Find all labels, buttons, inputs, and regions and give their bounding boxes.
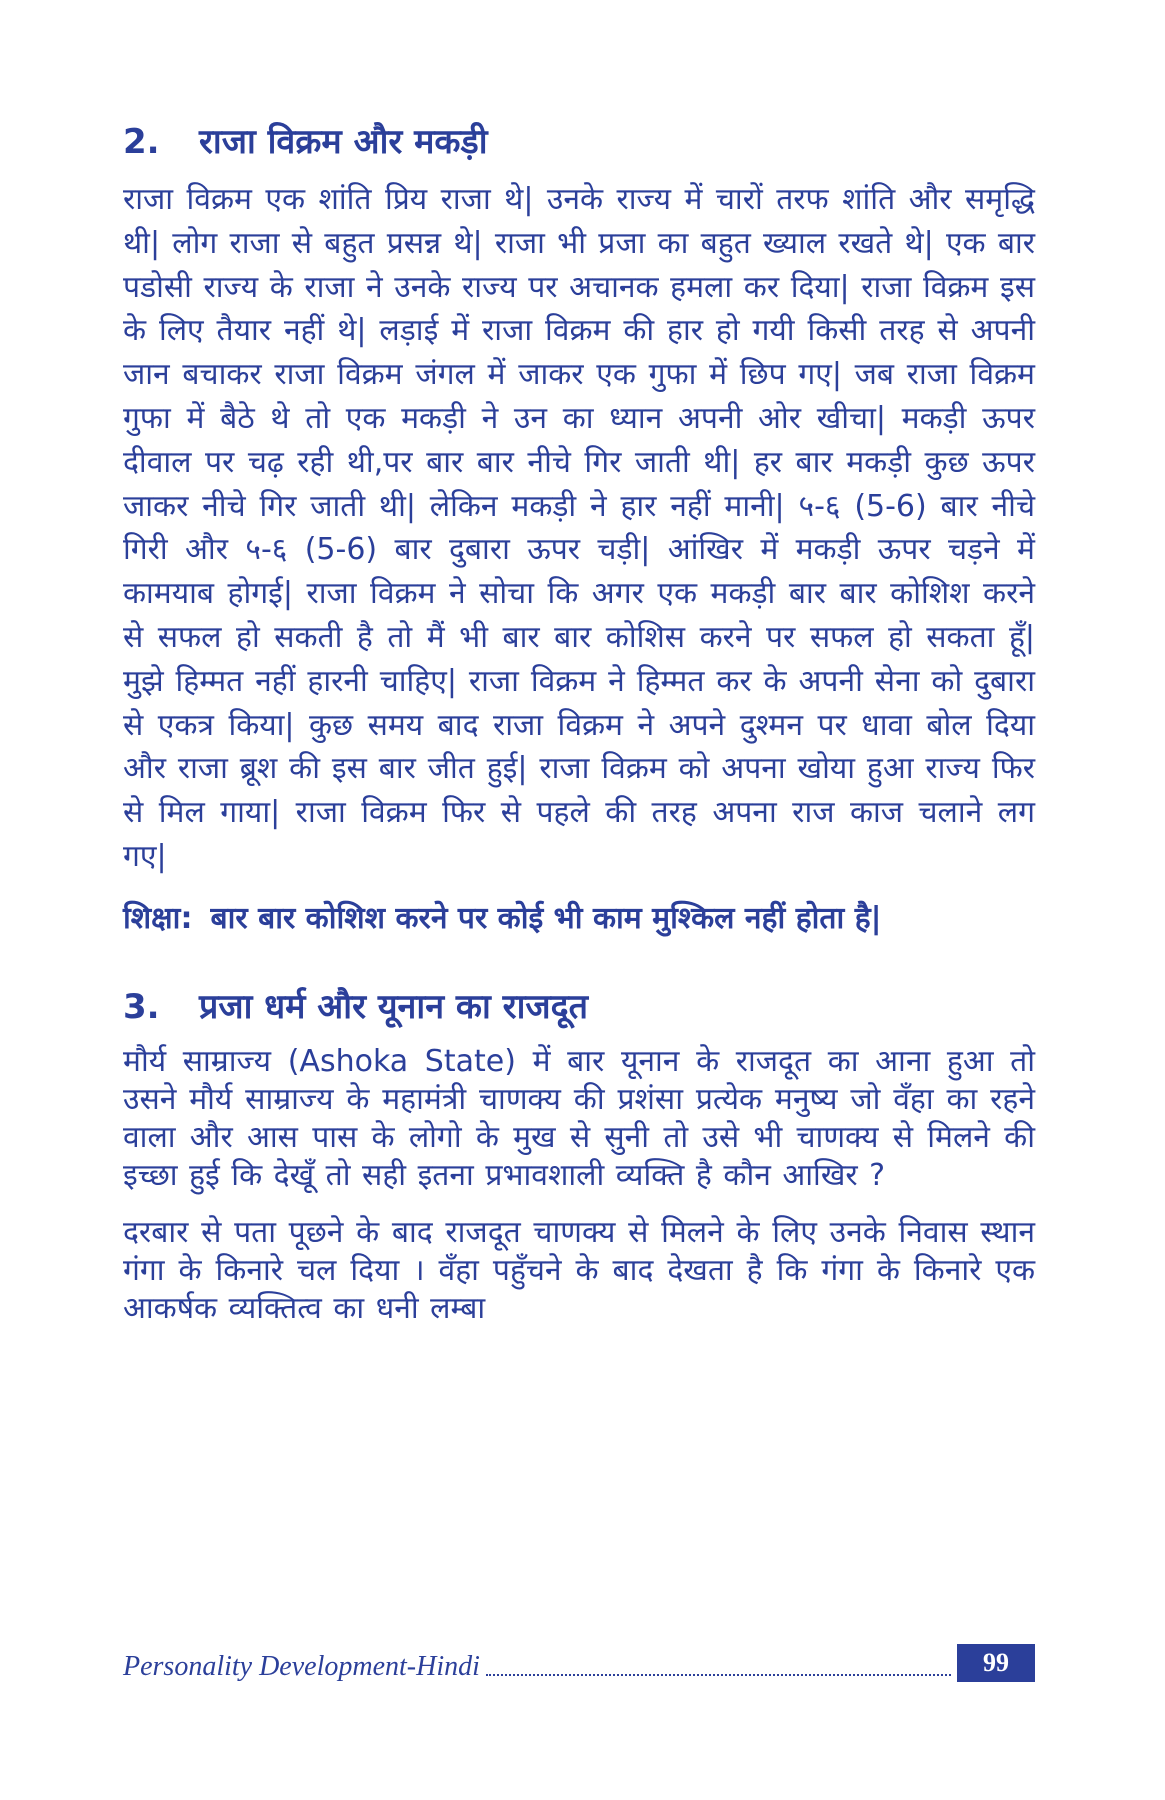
section-3-paragraph-1: मौर्य साम्राज्य (Ashoka State) में बार यूनान के राजदूत का आना हुआ तो उसने मौर्य साम्राज्य के महामंत्री चाणक्य की प्रशंसा प्रत्येक मनुष्य जो वँहा का रहने वाला और आस पास के लोगो के मुख से सुनी तो उसे भी चाणक्य से मिलने की इच्छा हुई कि देखूँ तो सही इतना प्रभावशाली व्यक्ति है कौन आखिर ? <box>123 1043 1035 1194</box>
section-3-number: 3. <box>123 986 160 1027</box>
moral-statement <box>123 897 1035 941</box>
section-2-title: राजा विक्रम और मकड़ी <box>199 122 488 162</box>
paragraph-gap <box>123 1196 1035 1214</box>
book-title: Personality Development-Hindi <box>123 1651 480 1682</box>
moral-label: शिक्षा: <box>123 900 193 936</box>
section-2-number: 2. <box>123 122 160 162</box>
section-3-paragraph-2: दरबार से पता पूछने के बाद राजदूत चाणक्य से मिलने के लिए उनके निवास स्थान गंगा के किनारे चल दिया । वँहा पहुँचने के बाद देखता है कि गंगा के किनारे एक आकर्षक व्यक्तित्व का धनी लम्बा <box>123 1214 1035 1326</box>
page-footer <box>123 1638 1035 1682</box>
page-number: 99 <box>957 1644 1035 1682</box>
section-2-paragraph: राजा विक्रम एक शांति प्रिय राजा थे| उनके राज्य में चारों तरफ शांति और समृद्धि थी| लोग राजा से बहुत प्रसन्न थे| राजा भी प्रजा का बहुत ख्याल रखते थे| एक बार पडोसी राज्य के राजा ने उनके राज्य पर अचानक हमला कर दिया| राजा विक्रम इस के लिए तैयार नहीं थे| लड़ाई में राजा विक्रम की हार हो गयी किसी तरह से अपनी जान बचाकर राजा विक्रम जंगल में जाकर एक गुफा में छिप गए| जब राजा विक्रम गुफा में बैठे थे तो एक मकड़ी ने उन का ध्यान अपनी ओर खीचा| मकड़ी ऊपर दीवाल पर चढ़ रही थी,पर बार बार नीचे गिर जाती थी| हर बार मकड़ी कुछ ऊपर जाकर नीचे गिर जाती थी| लेकिन मकड़ी ने हार नहीं मानी| ५-६ (5-6) बार नीचे गिरी और ५-६ (5-6) बार दुबारा ऊपर चड़ी| आंखिर में मकड़ी ऊपर चड़ने में कामयाब होगई| राजा विक्रम ने सोचा कि अगर एक मकड़ी बार बार कोशिश करने से सफल हो सकती है तो मैं भी बार बार कोशिस करने पर सफल हो सकता हूँ| मुझे हिम्मत नहीं हारनी चाहिए| राजा विक्रम ने हिम्मत कर के अपनी सेना को दुबारा से एकत्र किया| कुछ समय बाद राजा विक्रम ने अपने दुश्मन पर धावा बोल दिया और राजा ब्रूश की इस बार जीत हुई| राजा विक्रम को अपना खोया हुआ राज्य फिर से मिल गाया| राजा विक्रम फिर से पहले की तरह अपना राज काज चलाने लग गए| <box>123 182 1035 874</box>
section-3-title: प्रजा धर्म और यूनान का राजदूत <box>199 986 589 1027</box>
page-content <box>123 120 1035 1328</box>
section-3-heading <box>123 985 1035 1029</box>
dotted-leader <box>486 1674 951 1676</box>
moral-text: बार बार कोशिश करने पर कोई भी काम मुश्किल नहीं होता है| <box>210 900 882 936</box>
section-2-heading <box>123 120 1035 164</box>
